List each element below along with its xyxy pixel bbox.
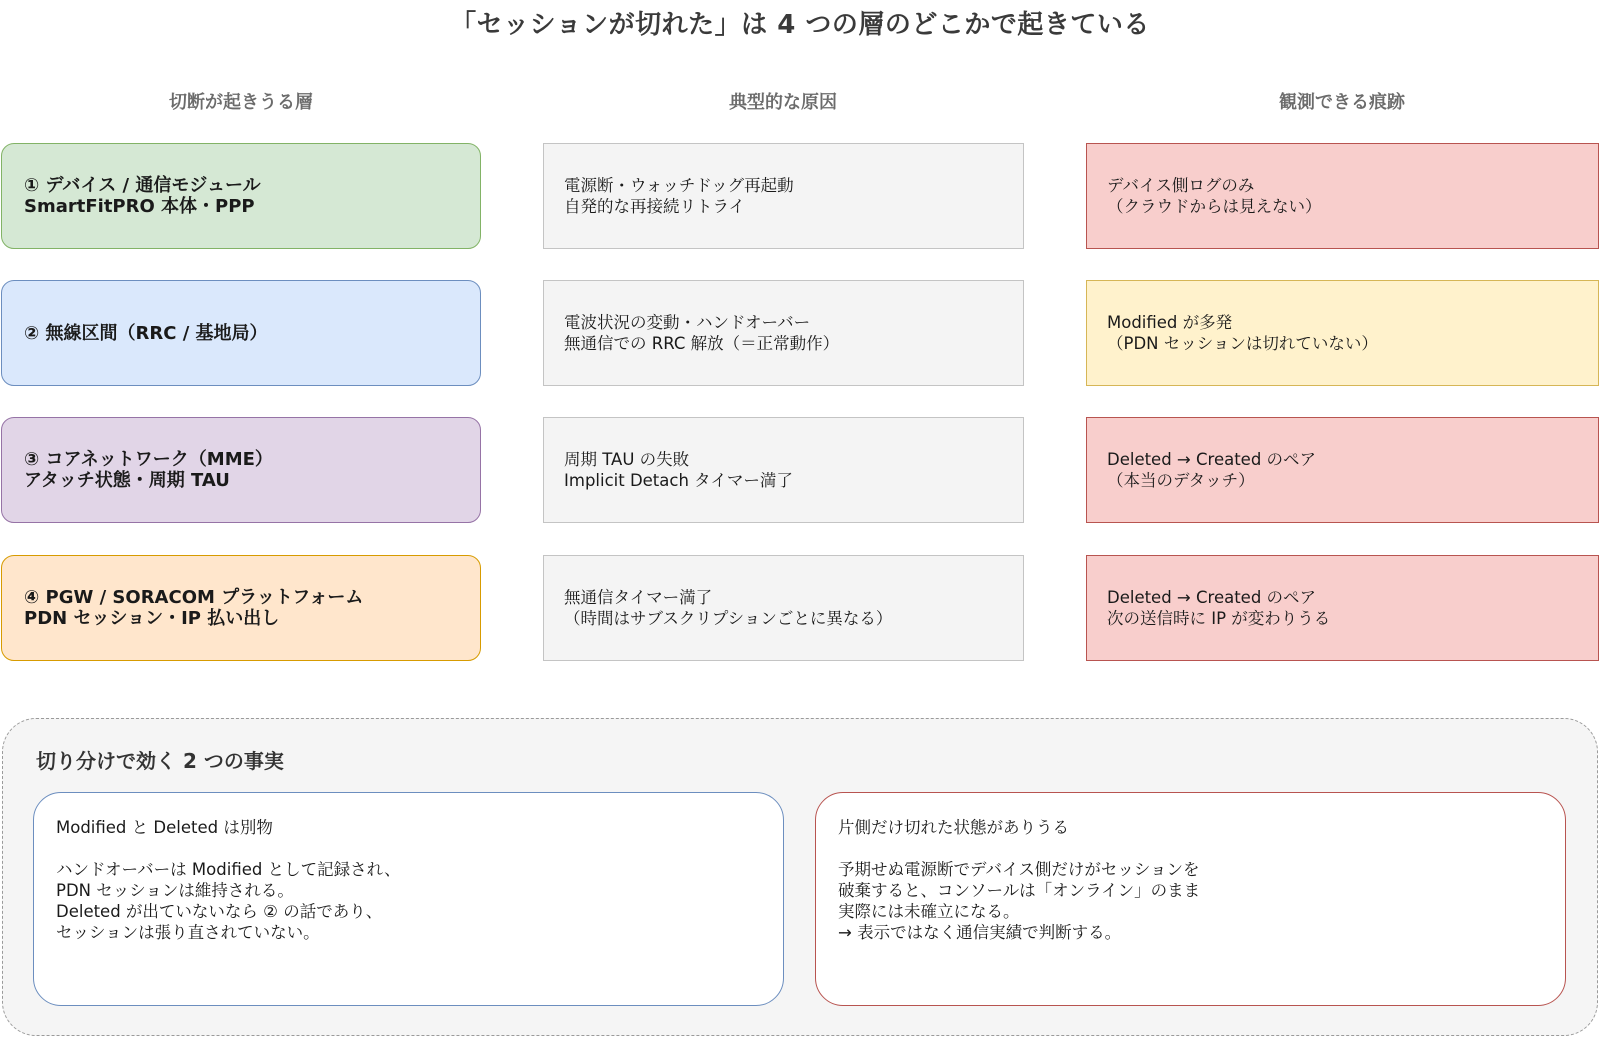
layer-line: ③ コアネットワーク（MME） bbox=[24, 449, 273, 470]
cause-box-pgw bbox=[543, 555, 1024, 661]
cause-box-radio bbox=[543, 280, 1024, 386]
trace-box-radio bbox=[1086, 280, 1599, 386]
fact-line: PDN セッションは維持される。 bbox=[56, 881, 294, 900]
fact-card-modified-deleted bbox=[33, 792, 784, 1006]
cause-line: 無通信での RRC 解放（＝正常動作） bbox=[564, 334, 840, 353]
layer-line: ④ PGW / SORACOM プラットフォーム bbox=[24, 587, 364, 608]
layer-line: ① デバイス / 通信モジュール bbox=[24, 175, 261, 196]
facts-title: 切り分けで効く 2 つの事実 bbox=[36, 749, 284, 773]
column-header-cause: 典型的な原因 bbox=[729, 92, 837, 113]
diagram-title: 「セッションが切れた」は 4 つの層のどこかで起きている bbox=[450, 10, 1150, 40]
layer-line: ② 無線区間（RRC / 基地局） bbox=[24, 322, 268, 344]
trace-line: （クラウドからは見えない） bbox=[1107, 197, 1322, 216]
trace-box-pgw bbox=[1086, 555, 1599, 661]
fact-line: → 表示ではなく通信実績で判断する。 bbox=[838, 923, 1122, 942]
cause-line: 電波状況の変動・ハンドオーバー bbox=[564, 313, 811, 332]
fact-line: 実際には未確立になる。 bbox=[838, 902, 1020, 921]
fact-line: ハンドオーバーは Modified として記録され、 bbox=[56, 860, 401, 879]
trace-line: （本当のデタッチ） bbox=[1107, 471, 1255, 490]
layer-line: SmartFitPRO 本体・PPP bbox=[24, 196, 255, 217]
fact-line: Deleted が出ていないなら ② の話であり、 bbox=[56, 902, 383, 921]
fact-line: 破棄すると、コンソールは「オンライン」のまま bbox=[838, 881, 1201, 900]
column-header-layer: 切断が起きうる層 bbox=[169, 92, 313, 113]
cause-line: 電源断・ウォッチドッグ再起動 bbox=[564, 176, 794, 195]
trace-line: Deleted → Created のペア bbox=[1107, 588, 1317, 607]
cause-line: （時間はサブスクリプションごとに異なる） bbox=[564, 609, 893, 628]
cause-line: 周期 TAU の失敗 bbox=[564, 450, 690, 469]
cause-line: Implicit Detach タイマー満了 bbox=[564, 471, 793, 490]
trace-box-device bbox=[1086, 143, 1599, 249]
trace-line: デバイス側ログのみ bbox=[1107, 176, 1255, 195]
layer-box-core bbox=[1, 417, 481, 523]
fact-line: セッションは張り直されていない。 bbox=[56, 923, 320, 942]
cause-box-core bbox=[543, 417, 1024, 523]
fact-card-one-sided bbox=[815, 792, 1566, 1006]
fact-heading: 片側だけ切れた状態がありうる bbox=[838, 818, 1069, 837]
layer-line: アタッチ状態・周期 TAU bbox=[24, 470, 230, 491]
trace-line: Modified が多発 bbox=[1107, 313, 1233, 332]
layer-box-device bbox=[1, 143, 481, 249]
layer-line: PDN セッション・IP 払い出し bbox=[24, 608, 280, 629]
trace-line: Deleted → Created のペア bbox=[1107, 450, 1317, 469]
trace-line: （PDN セッションは切れていない） bbox=[1107, 334, 1378, 353]
cause-line: 自発的な再接続リトライ bbox=[564, 197, 746, 216]
layer-box-pgw bbox=[1, 555, 481, 661]
trace-box-core bbox=[1086, 417, 1599, 523]
cause-box-device bbox=[543, 143, 1024, 249]
trace-line: 次の送信時に IP が変わりうる bbox=[1107, 609, 1331, 628]
column-header-trace: 観測できる痕跡 bbox=[1279, 92, 1405, 113]
cause-line: 無通信タイマー満了 bbox=[564, 588, 713, 607]
fact-line: 予期せぬ電源断でデバイス側だけがセッションを bbox=[838, 860, 1200, 879]
layer-box-radio bbox=[1, 280, 481, 386]
fact-heading: Modified と Deleted は別物 bbox=[56, 818, 273, 837]
